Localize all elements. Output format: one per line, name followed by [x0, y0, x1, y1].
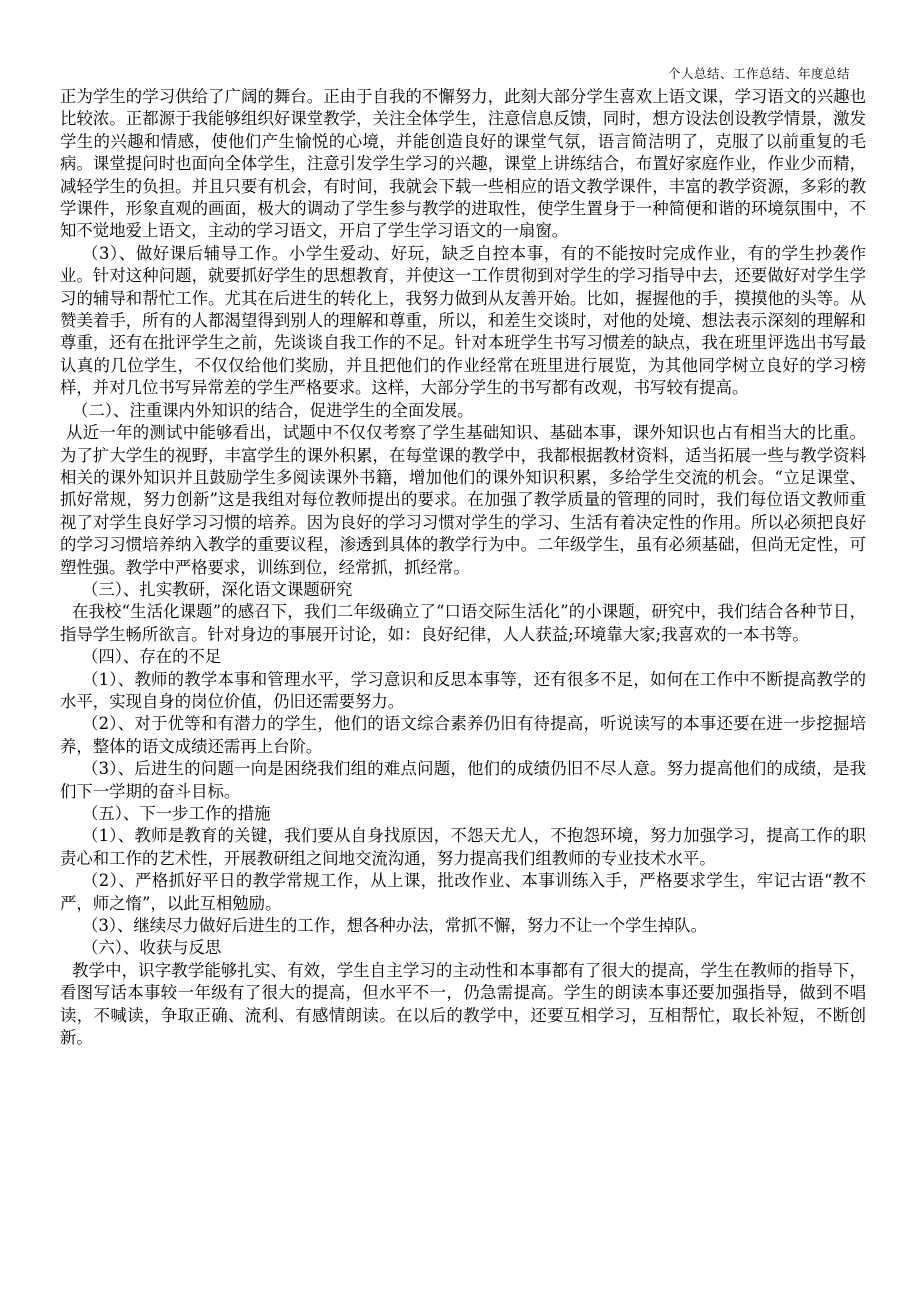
paragraph-research: 在我校“生活化课题”的感召下，我们二年级确立了“口语交际生活化”的小课题，研究中，我们结合各种节日，指导学生畅所欲言。针对身边的事展开讨论，如：良好纪律，人人获益;环境靠大家;我喜欢的一本书等。: [60, 602, 866, 644]
section-heading-2: （二）、注重课内外知识的结合，促进学生的全面发展。: [72, 400, 474, 420]
document-body: [60, 86, 866, 1049]
paragraph-measure-3: （3）、继续尽力做好后进生的工作，想各种办法，常抓不懈，努力不让一个学生掉队。: [82, 916, 708, 936]
section-heading-4: （四）、存在的不足: [82, 647, 222, 667]
paragraph-shortcoming-3: （3）、后进生的问题一向是困绕我们组的难点问题，他们的成绩仍旧不尽人意。努力提高他们的成绩，是我们下一学期的奋斗目标。: [60, 759, 866, 801]
paragraph-measure-2: （2）、严格抓好平日的教学常规工作，从上课，批改作业、本事训练入手，严格要求学生，牢记古语“教不严，师之惰”，以此互相勉励。: [60, 871, 866, 913]
section-heading-6: （六）、收获与反思: [82, 938, 222, 958]
paragraph-measure-1: （1）、教师是教育的关键，我们要从自身找原因，不怨天尤人，不抱怨环境，努力加强学习，提高工作的职责心和工作的艺术性，开展教研组之间地交流沟通，努力提高我们组教师的专业技术水平。: [60, 826, 866, 868]
paragraph-shortcoming-2: （2）、对于优等和有潜力的学生，他们的语文综合素养仍旧有待提高，听说读写的本事还要在进一步挖掘培养，整体的语文成绩还需再上台阶。: [60, 714, 866, 756]
paragraph-reflection: 教学中，识字教学能够扎实、有效，学生自主学习的主动性和本事都有了很大的提高，学生在教师的指导下，看图写话本事较一年级有了很大的提高，但水平不一，仍急需提高。学生的朗读本事还要加强指导，做到不唱读，不喊读，争取正确、流利、有感情朗读。在以后的教学中，还要互相学习，互相帮忙，取长补短，不断创新。: [60, 960, 866, 1048]
paragraph-continuation: 正为学生的学习供给了广阔的舞台。正由于自我的不懈努力，此刻大部分学生喜欢上语文课，学习语文的兴趣也比较浓。正都源于我能够组织好课堂教学，关注全体学生，注意信息反馈，同时，想方设法创设教学情景，激发学生的兴趣和情感，使他们产生愉悦的心境，并能创造良好的课堂气氛，语言简洁明了，克服了以前重复的毛病。课堂提问时也面向全体学生，注意引发学生学习的兴趣，课堂上讲练结合，布置好家庭作业，作业少而精，减轻学生的负担。并且只要有机会，有时间，我就会下载一些相应的语文教学课件，丰富的教学资源，多彩的教学课件，形象直观的画面，极大的调动了学生参与教学的进取性，使学生置身于一种简便和谐的环境氛围中，不知不觉地爱上语文，主动的学习语文，开启了学生学习语文的一扇窗。: [60, 87, 866, 241]
paragraph-shortcoming-1: （1）、教师的教学本事和管理水平，学习意识和反思本事等，还有很多不足，如何在工作中不断提高教学的水平，实现自身的岗位价值，仍旧还需要努力。: [60, 669, 866, 711]
section-heading-3: （三）、扎实教研，深化语文课题研究: [82, 579, 353, 599]
paragraph-extracurricular: 从近一年的测试中能够看出，试题中不仅仅考察了学生基础知识、基础本事，课外知识也占有相当大的比重。为了扩大学生的视野，丰富学生的课外积累，在每堂课的教学中，我都根据教材资料，适当拓展一些与教学资料相关的课外知识并且鼓励学生多阅读课外书籍，增加他们的课外知识积累，多给学生交流的机会。“立足课堂、抓好常规，努力创新”这是我组对每位教师提出的要求。在加强了教学质量的管理的同时，我们每位语文教师重视了对学生良好学习习惯的培养。因为良好的学习习惯对学生的学习、生活有着决定性的作用。所以必须把良好的学习习惯培养纳入教学的重要议程，渗透到具体的教学行为中。二年级学生，虽有必须基础，但尚无定性，可塑性强。教学中严格要求，训练到位，经常抓，抓经常。: [60, 423, 866, 577]
page-header: 个人总结、工作总结、年度总结: [667, 66, 850, 81]
paragraph-after-school-tutoring: （3）、做好课后辅导工作。小学生爱动、好玩，缺乏自控本事，有的不能按时完成作业，有的学生抄袭作业。针对这种问题，就要抓好学生的思想教育，并使这一工作贯彻到对学生的学习指导中去，还要做好对学生学习的辅导和帮忙工作。尤其在后进生的转化上，我努力做到从友善开始。比如，握握他的手，摸摸他的头等。从赞美着手，所有的人都渴望得到别人的理解和尊重，所以，和差生交谈时，对他的处境、想法表示深刻的理解和尊重，还有在批评学生之前，先谈谈自我工作的不足。针对本班学生书写习惯差的缺点，我在班里评选出书写最认真的几位学生，不仅仅给他们奖励，并且把他们的作业经常在班里进行展览，为其他同学树立良好的学习榜样，并对几位书写异常差的学生严格要求。这样，大部分学生的书写都有改观，书写较有提高。: [60, 243, 866, 398]
section-heading-5: （五）、下一步工作的措施: [82, 804, 271, 823]
